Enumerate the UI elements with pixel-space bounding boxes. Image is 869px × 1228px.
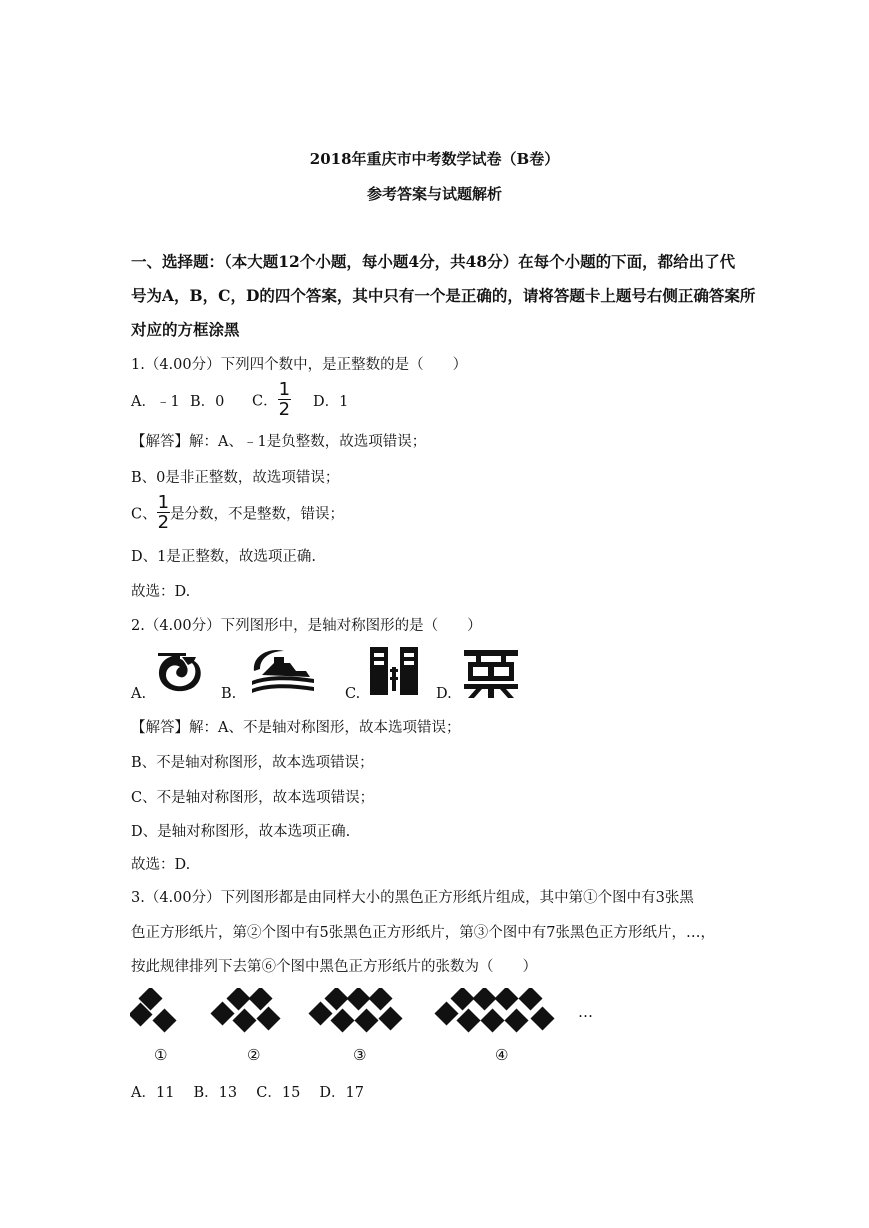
pattern-ellipsis: … — [578, 1003, 593, 1021]
q2-label-c: C. — [345, 686, 361, 702]
ship-logo-icon — [244, 645, 316, 697]
q1-answer-line2: B、0是非正整数，故选项错误； — [131, 470, 340, 486]
fraction-denominator: 2 — [278, 399, 291, 420]
q1-option-c — [252, 381, 291, 419]
q1-option-c-label: C． — [252, 393, 278, 410]
pattern-label-3: ③ — [353, 1046, 367, 1064]
fraction-one-half — [278, 381, 291, 419]
pattern-figure-3 — [308, 988, 410, 1040]
q2-label-d: D. — [436, 686, 452, 702]
q1-option-b: B．0 — [190, 394, 225, 410]
pattern-label-1: ① — [154, 1046, 168, 1064]
q3-stem-line3: 按此规律排列下去第⑥个图中黑色正方形纸片的张数为（ ） — [131, 959, 537, 975]
q1-answer-line3 — [131, 494, 344, 532]
q2-choice: 故选：D. — [131, 857, 191, 873]
fraction-one-half — [157, 494, 170, 532]
q2-label-b: B. — [221, 686, 237, 702]
pattern-label-4: ④ — [495, 1046, 509, 1064]
q1-answer-c-text: 是分数，不是整数，错误； — [170, 506, 345, 523]
swirl-logo-icon — [152, 645, 208, 697]
q1-option-a: A．﹣1 — [131, 394, 180, 410]
q2-answer-line2: B、不是轴对称图形，故本选项错误； — [131, 755, 374, 771]
section-heading-line2: 号为A，B，C，D的四个答案，其中只有一个是正确的，请将答题卡上题号右侧正确答案所 — [131, 286, 756, 305]
q2-label-a: A. — [131, 686, 147, 702]
q1-choice: 故选：D. — [131, 584, 191, 600]
section-heading-line3: 对应的方框涂黑 — [131, 320, 240, 339]
document-subtitle: 参考答案与试题解析 — [366, 185, 502, 203]
fraction-numerator: 1 — [157, 492, 170, 513]
fraction-numerator: 1 — [278, 379, 291, 400]
q2-stem: 2.（4.00分）下列图形中，是轴对称图形的是（ ） — [131, 618, 482, 634]
q2-answer-line3: C、不是轴对称图形，故本选项错误； — [131, 790, 375, 806]
q3-options: A．11 B．13 C．15 D．17 — [131, 1085, 364, 1101]
q3-stem-line1: 3.（4.00分）下列图形都是由同样大小的黑色正方形纸片组成，其中第①个图中有3张黑 — [131, 890, 694, 906]
q2-answer-line1: 【解答】解：A、不是轴对称图形，故本选项错误； — [131, 720, 461, 736]
symmetric-character-icon — [462, 648, 520, 698]
q1-stem: 1.（4.00分）下列四个数中，是正整数的是（ ） — [131, 357, 468, 373]
fraction-denominator: 2 — [157, 512, 170, 533]
gate-character-icon — [368, 645, 420, 697]
document-title: 2018年重庆市中考数学试卷（B卷） — [309, 150, 560, 168]
pattern-label-2: ② — [247, 1046, 261, 1064]
q1-answer-line1: 【解答】解：A、﹣1是负整数，故选项错误； — [131, 434, 427, 450]
q2-answer-line4: D、是轴对称图形，故本选项正确. — [131, 824, 351, 840]
pattern-figure-2 — [210, 988, 290, 1040]
q1-answer-c-label: C、 — [131, 506, 157, 523]
pattern-figure-1 — [130, 988, 182, 1040]
q3-stem-line2: 色正方形纸片，第②个图中有5张黑色正方形纸片，第③个图中有7张黑色正方形纸片，…， — [131, 925, 715, 941]
q1-option-d: D．1 — [313, 394, 349, 410]
q1-answer-line4: D、1是正整数，故选项正确. — [131, 549, 316, 565]
section-heading-line1: 一、选择题：（本大题12个小题，每小题4分，共48分）在每个小题的下面，都给出了代 — [131, 252, 736, 271]
pattern-figure-4 — [434, 988, 564, 1040]
